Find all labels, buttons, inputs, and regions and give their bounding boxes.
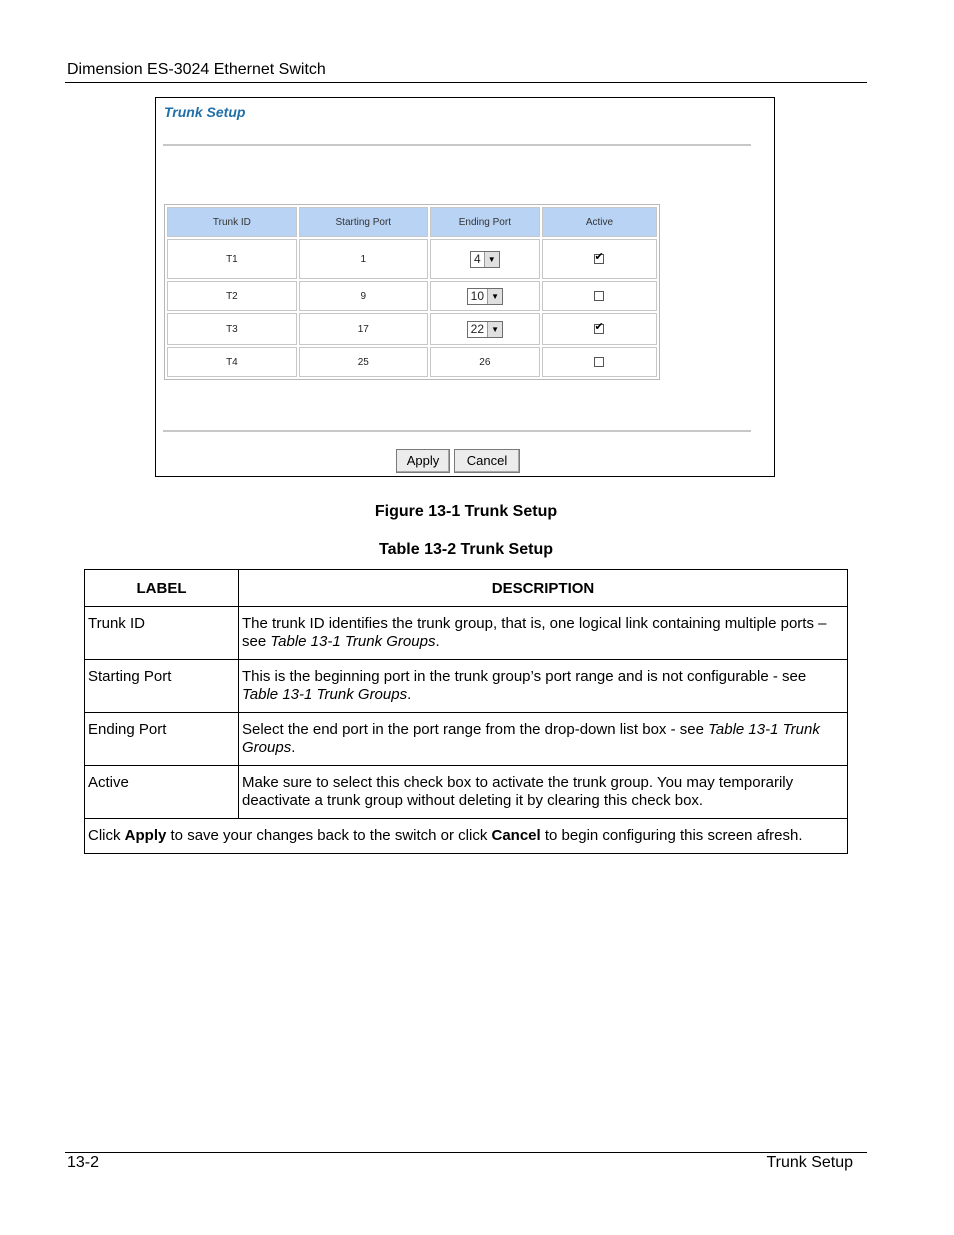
page-header-title: Dimension ES-3024 Ethernet Switch <box>67 61 326 78</box>
active-checkbox[interactable] <box>594 320 604 334</box>
header-rule <box>65 82 867 83</box>
table-row <box>85 607 848 660</box>
trunk-id-cell: T2 <box>167 281 297 311</box>
ending-port-cell: 26 <box>430 347 540 377</box>
active-checkbox[interactable] <box>594 291 604 301</box>
active-cell <box>542 281 657 311</box>
row-description <box>239 766 848 819</box>
row-description <box>239 607 848 660</box>
table-row <box>85 660 848 713</box>
row-label: Active <box>85 766 239 819</box>
active-cell <box>542 313 657 345</box>
description-end: . <box>435 633 440 650</box>
apply-button[interactable]: Apply <box>396 449 450 473</box>
figure-caption: Figure 13-1 Trunk Setup <box>374 503 558 520</box>
description-text: Make sure to select this check box to activate the trunk group. You may temporarily deactivate a trunk group without deleting it by clearing this check box. <box>242 774 794 809</box>
row-label: Starting Port <box>85 660 239 713</box>
table-footer-row <box>85 819 848 854</box>
active-checkbox[interactable] <box>594 357 604 367</box>
footer-text: Click <box>88 827 125 844</box>
description-end: . <box>291 739 296 756</box>
starting-port-cell: 17 <box>299 313 428 345</box>
active-cell <box>542 239 657 279</box>
table-row <box>85 713 848 766</box>
button-divider <box>163 430 751 432</box>
trunk-table <box>164 204 660 380</box>
screen-title: Trunk Setup <box>164 104 246 120</box>
col-header-starting-port: Starting Port <box>299 207 428 237</box>
table-row <box>167 281 657 311</box>
table-reference: Table 13-1 Trunk Groups <box>270 633 436 650</box>
trunk-table-header <box>167 207 657 237</box>
section-name: Trunk Setup <box>766 1154 853 1171</box>
trunk-setup-screenshot <box>155 97 775 477</box>
ending-port-value: 4 <box>474 251 481 266</box>
col-header-ending-port: Ending Port <box>430 207 540 237</box>
footer-text: to begin configuring this screen afresh. <box>540 827 803 844</box>
active-checkbox[interactable] <box>594 250 604 264</box>
description-end: . <box>407 686 412 703</box>
footer-cancel-term: Cancel <box>491 827 541 844</box>
description-text: The trunk ID identifies the trunk group, that is, one logical link containing multiple ports – see <box>242 615 827 650</box>
active-cell <box>542 347 657 377</box>
label-column-header: LABEL <box>85 570 239 607</box>
description-text: Select the end port in the port range from the drop-down list box - see <box>242 721 709 738</box>
table-reference: Table 13-1 Trunk Groups <box>242 686 408 703</box>
footer-note <box>85 819 848 854</box>
ending-port-cell <box>430 313 540 345</box>
ending-port-select[interactable] <box>470 251 500 268</box>
trunk-id-cell: T1 <box>167 239 297 279</box>
ending-port-select[interactable] <box>467 321 503 338</box>
starting-port-cell: 9 <box>299 281 428 311</box>
chevron-down-icon[interactable]: ▼ <box>484 252 499 267</box>
table-row <box>167 347 657 377</box>
table-reference: Table 13-1 Trunk Groups <box>242 721 820 756</box>
footer-text: to save your changes back to the switch or click <box>166 827 492 844</box>
footer-apply-term: Apply <box>124 827 167 844</box>
chevron-down-icon[interactable]: ▼ <box>487 322 502 337</box>
ending-port-value: 22 <box>470 321 485 336</box>
starting-port-cell: 25 <box>299 347 428 377</box>
col-header-active: Active <box>542 207 657 237</box>
description-table <box>84 569 848 854</box>
check-icon: ✔ <box>594 320 604 333</box>
col-header-trunk-id: Trunk ID <box>167 207 297 237</box>
footer-rule <box>65 1152 867 1153</box>
page-number: 13-2 <box>67 1154 100 1171</box>
row-label: Trunk ID <box>85 607 239 660</box>
trunk-id-cell: T4 <box>167 347 297 377</box>
trunk-id-cell: T3 <box>167 313 297 345</box>
table-row <box>85 766 848 819</box>
description-table-header <box>85 570 848 607</box>
description-column-header: DESCRIPTION <box>239 570 848 607</box>
ending-port-select[interactable] <box>467 288 503 305</box>
ending-port-value: 10 <box>470 288 485 303</box>
row-description <box>239 713 848 766</box>
table-row <box>167 239 657 279</box>
title-divider <box>163 144 751 146</box>
ending-port-cell <box>430 281 540 311</box>
ending-port-cell <box>430 239 540 279</box>
table-row <box>167 313 657 345</box>
cancel-button[interactable]: Cancel <box>454 449 520 473</box>
chevron-down-icon[interactable]: ▼ <box>487 289 502 304</box>
row-label: Ending Port <box>85 713 239 766</box>
description-text: This is the beginning port in the trunk group’s port range and is not configurable - see <box>242 668 807 685</box>
check-icon: ✔ <box>594 250 604 263</box>
row-description <box>239 660 848 713</box>
starting-port-cell: 1 <box>299 239 428 279</box>
table-caption: Table 13-2 Trunk Setup <box>379 541 553 558</box>
